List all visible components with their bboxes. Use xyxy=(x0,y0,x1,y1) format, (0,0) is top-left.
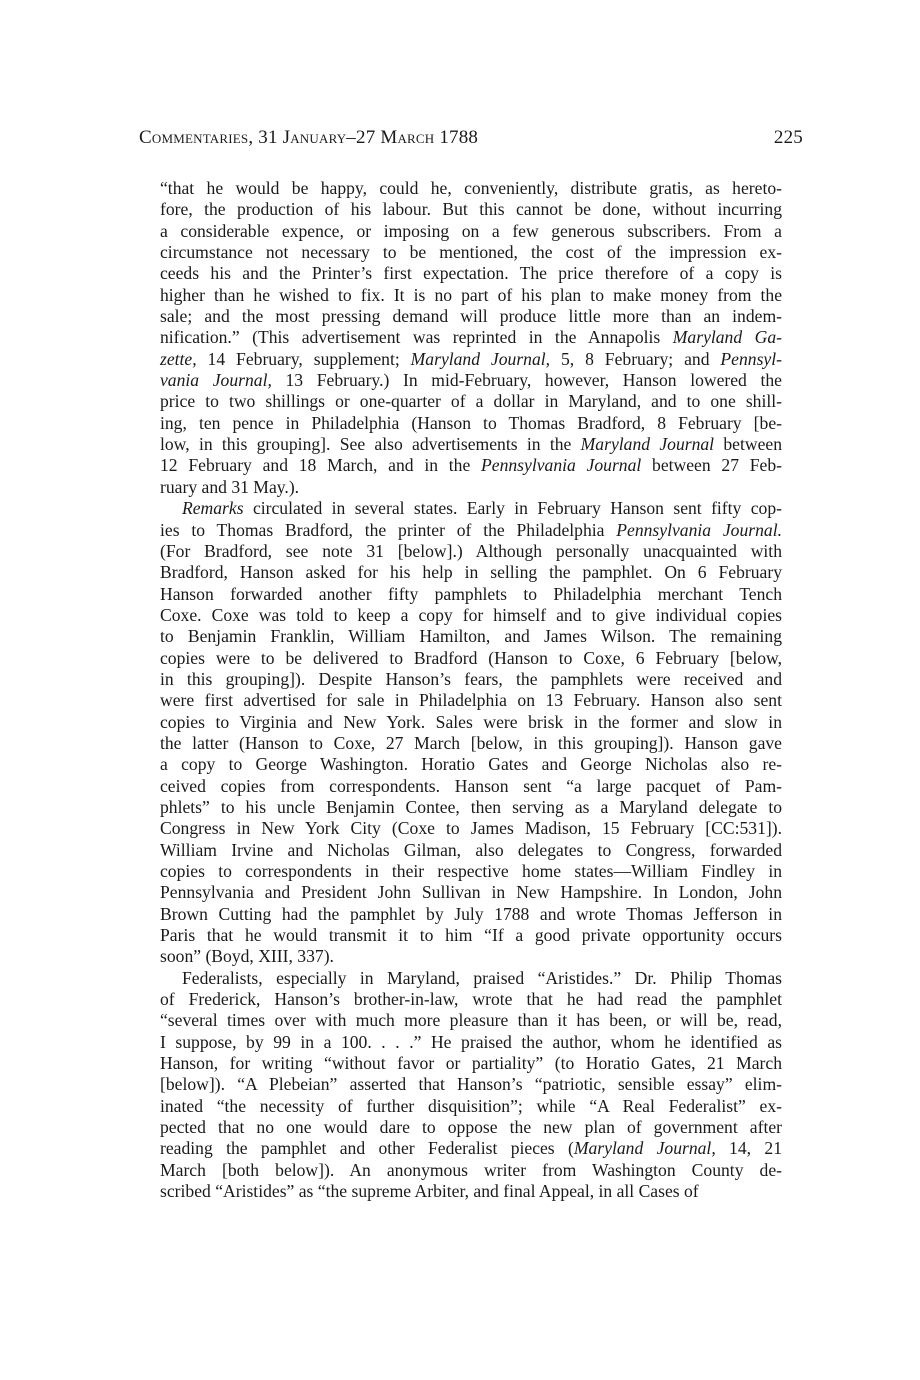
text-line xyxy=(160,648,782,669)
text-run: Hanson forwarded another fifty pamphlets to Philadelphia merchant Tench xyxy=(160,583,782,604)
text-line xyxy=(160,263,782,284)
text-line xyxy=(160,541,782,562)
text-line xyxy=(160,584,782,605)
text-run: 12 February and 18 March, and in the xyxy=(160,455,482,476)
text-line xyxy=(160,626,782,647)
text-line xyxy=(160,840,782,861)
text-line xyxy=(160,1160,782,1181)
page-number: 225 xyxy=(773,127,803,148)
text-line xyxy=(160,455,782,476)
text-line xyxy=(160,562,782,583)
text-run: ruary and 31 May.). xyxy=(160,476,300,497)
text-line xyxy=(160,1181,782,1202)
text-line xyxy=(160,1117,782,1138)
text-line xyxy=(160,904,782,925)
text-run: inated “the necessity of further disquisition”; while “A Real Federalist” ex- xyxy=(160,1095,782,1116)
text-line xyxy=(160,733,782,754)
text-line xyxy=(160,370,782,391)
text-line xyxy=(160,968,782,989)
text-run: Brown Cutting had the pamphlet by July 1788 and wrote Thomas Jefferson in xyxy=(160,903,782,924)
text-line xyxy=(160,1032,782,1053)
text-run: between 27 Feb- xyxy=(641,455,782,476)
text-line xyxy=(160,754,782,775)
text-run: phlets” to his uncle Benjamin Contee, then serving as a Maryland delegate to xyxy=(160,796,782,817)
paragraph xyxy=(160,498,782,968)
text-line xyxy=(160,1010,782,1031)
italic-run: zette, xyxy=(160,348,197,369)
text-run: in this grouping]). Despite Hanson’s fears, the pamphlets were received and xyxy=(160,668,782,689)
text-run: “that he would be happy, could he, conveniently, distribute gratis, as hereto- xyxy=(160,178,782,198)
text-run: Congress in New York City (Coxe to James Madison, 15 February [CC:531]). xyxy=(160,818,782,839)
italic-run: Maryland Ga- xyxy=(672,327,783,348)
text-line xyxy=(160,413,782,434)
text-line xyxy=(160,349,782,370)
text-line xyxy=(160,477,782,498)
text-run: the latter (Hanson to Coxe, 27 March [below, in this grouping]). Hanson gave xyxy=(160,732,782,753)
italic-run: Maryland Journal, xyxy=(573,1138,716,1159)
text-run: ceeds his and the Printer’s first expectation. The price therefore of a copy is xyxy=(160,263,782,284)
italic-run: Maryland Journal, xyxy=(410,348,551,369)
text-run: circumstance not necessary to be mentioned, the cost of the impression ex- xyxy=(160,242,782,263)
text-run: a copy to George Washington. Horatio Gates and George Nicholas also re- xyxy=(160,754,782,775)
text-run: 14, 21 xyxy=(715,1138,782,1159)
text-line xyxy=(160,1096,782,1117)
text-run: 5, 8 February; and xyxy=(550,348,721,369)
italic-run: vania Journal, xyxy=(160,370,272,391)
text-line xyxy=(160,882,782,903)
text-run: Hanson, for writing “without favor or partiality” (to Horatio Gates, 21 March xyxy=(160,1053,782,1074)
text-run: William Irvine and Nicholas Gilman, also delegates to Congress, forwarded xyxy=(160,839,782,860)
text-run: Bradford, Hanson asked for his help in selling the pamphlet. On 6 February xyxy=(160,562,782,583)
italic-run: Maryland Journal xyxy=(580,434,715,455)
text-run: sale; and the most pressing demand will produce little more than an indem- xyxy=(160,306,782,327)
text-line xyxy=(160,199,782,220)
paragraph xyxy=(160,178,782,498)
text-line xyxy=(160,712,782,733)
text-run: between xyxy=(714,434,782,455)
text-run: copies were to be delivered to Bradford (Hanson to Coxe, 6 February [below, xyxy=(160,647,782,668)
text-line xyxy=(160,1053,782,1074)
text-run: fore, the production of his labour. But this cannot be done, without incurring xyxy=(160,199,782,220)
paragraph xyxy=(160,968,782,1203)
italic-run: Pennsylvania Journal xyxy=(481,455,642,476)
italic-run: Pennsyl- xyxy=(720,348,782,369)
text-run: Federalists, especially in Maryland, praised “Aristides.” Dr. Philip Thomas xyxy=(182,967,782,988)
text-run: ies to Thomas Bradford, the printer of the Philadelphia xyxy=(160,519,617,540)
text-run: soon” (Boyd, XIII, 337). xyxy=(160,946,334,967)
text-run: reading the pamphlet and other Federalist pieces ( xyxy=(160,1138,574,1159)
text-run: Pennsylvania and President John Sullivan in New Hampshire. In London, John xyxy=(160,882,782,903)
text-line xyxy=(160,989,782,1010)
text-line xyxy=(160,178,782,199)
italic-run: Pennsylvania Journal. xyxy=(616,519,782,540)
text-run: ing, ten pence in Philadelphia (Hanson to Thomas Bradford, 8 February [be- xyxy=(160,412,782,433)
text-run: pected that no one would dare to oppose the new plan of government after xyxy=(160,1117,782,1138)
text-run: copies to Virginia and New York. Sales were brisk in the former and slow in xyxy=(160,711,782,732)
text-line xyxy=(160,946,782,967)
text-line xyxy=(160,797,782,818)
text-line xyxy=(160,242,782,263)
text-run: I suppose, by 99 in a 100. . . .” He praised the author, whom he identified as xyxy=(160,1031,782,1052)
text-line xyxy=(160,285,782,306)
text-run: Paris that he would transmit it to him “If a good private opportunity occurs xyxy=(160,925,782,946)
text-line xyxy=(160,434,782,455)
text-run: copies to correspondents in their respective home states—William Findley in xyxy=(160,861,782,881)
text-run: higher than he wished to fix. It is no part of his plan to make money from the xyxy=(160,284,782,305)
text-run: nification.” (This advertisement was reprinted in the Annapolis xyxy=(160,327,673,348)
text-run: [below]). “A Plebeian” asserted that Hanson’s “patriotic, sensible essay” elim- xyxy=(160,1074,782,1095)
text-line xyxy=(160,776,782,797)
text-line xyxy=(160,221,782,242)
text-line xyxy=(160,327,782,348)
text-run: 13 February.) In mid-February, however, Hanson lowered the xyxy=(271,370,782,391)
text-line xyxy=(160,1074,782,1095)
text-run: 14 February, supplement; xyxy=(196,348,411,369)
running-head-title: Commentaries, 31 January–27 March 1788 xyxy=(139,127,479,148)
italic-run: Remarks xyxy=(182,498,244,519)
text-run: March [both below]). An anonymous writer from Washington County de- xyxy=(160,1159,782,1180)
text-line xyxy=(160,520,782,541)
text-run: a considerable expence, or imposing on a few generous subscribers. From a xyxy=(160,220,782,241)
text-line xyxy=(160,861,782,882)
running-head xyxy=(139,127,803,157)
text-line xyxy=(160,925,782,946)
text-run: circulated in several states. Early in February Hanson sent fifty cop- xyxy=(243,498,782,519)
text-run: to Benjamin Franklin, William Hamilton, and James Wilson. The remaining xyxy=(160,626,782,647)
text-run: (For Bradford, see note 31 [below].) Although personally unacquainted with xyxy=(160,540,782,561)
body-text xyxy=(160,178,782,1203)
text-run: ceived copies from correspondents. Hanson sent “a large pacquet of Pam- xyxy=(160,775,782,796)
text-line xyxy=(160,605,782,626)
text-line xyxy=(160,391,782,412)
text-run: “several times over with much more pleasure than it has been, or will be, read, xyxy=(160,1010,782,1031)
text-line xyxy=(160,306,782,327)
text-run: Coxe. Coxe was told to keep a copy for himself and to give individual copies xyxy=(160,604,782,625)
text-line xyxy=(160,498,782,519)
text-line xyxy=(160,1138,782,1159)
text-line xyxy=(160,690,782,711)
text-run: scribed “Aristides” as “the supreme Arbiter, and final Appeal, in all Cases of xyxy=(160,1181,699,1202)
text-line xyxy=(160,818,782,839)
text-run: low, in this grouping]. See also advertisements in the xyxy=(160,434,581,455)
text-line xyxy=(160,669,782,690)
text-run: were first advertised for sale in Philadelphia on 13 February. Hanson also sent xyxy=(160,690,782,711)
text-run: of Frederick, Hanson’s brother-in-law, wrote that he had read the pamphlet xyxy=(160,989,782,1010)
text-run: price to two shillings or one-quarter of a dollar in Maryland, and to one shill- xyxy=(160,391,782,412)
